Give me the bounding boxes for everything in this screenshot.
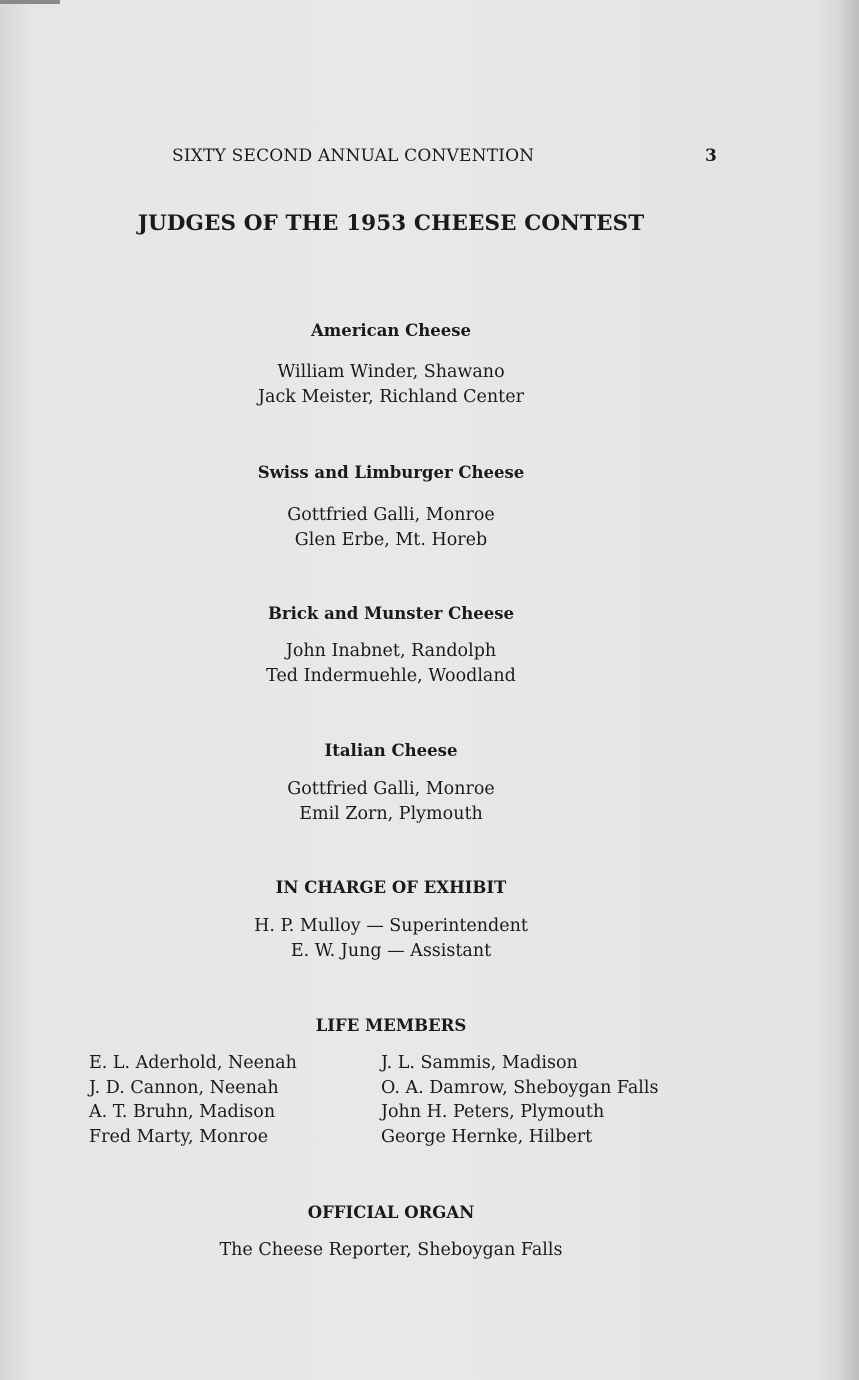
running-head-title: SIXTY SECOND ANNUAL CONVENTION <box>172 146 535 166</box>
life-member: J. D. Cannon, Neenah <box>89 1077 279 1098</box>
life-member: John H. Peters, Plymouth <box>381 1102 605 1122</box>
life-members-heading: LIFE MEMBERS <box>315 1016 467 1035</box>
page-corner-mark <box>0 0 60 4</box>
life-member: E. L. Aderhold, Neenah <box>89 1053 297 1073</box>
official-organ-section <box>0 1201 782 1263</box>
section-heading: American Cheese <box>310 321 472 340</box>
judges-section-brick-munster <box>0 602 782 688</box>
life-member: Fred Marty, Monroe <box>89 1126 269 1147</box>
exhibit-line: E. W. Jung — Assistant <box>290 940 492 961</box>
judge-name: Gottfried Galli, Monroe <box>287 779 495 799</box>
section-heading: Italian Cheese <box>324 741 458 760</box>
judges-list <box>0 777 782 826</box>
life-members-left-column <box>89 1051 369 1149</box>
section-heading: Brick and Munster Cheese <box>267 604 515 623</box>
life-members-right-column <box>381 1051 729 1149</box>
judges-list <box>0 503 782 552</box>
judges-section-italian <box>0 739 782 826</box>
judge-name: Ted Indermuehle, Woodland <box>266 665 516 686</box>
judges-list <box>0 360 782 409</box>
judge-name: William Winder, Shawano <box>277 362 505 382</box>
official-organ-heading: OFFICIAL ORGAN <box>307 1203 475 1222</box>
judges-section-american <box>0 319 782 409</box>
exhibit-heading: IN CHARGE OF EXHIBIT <box>275 878 507 897</box>
life-member: A. T. Bruhn, Madison <box>89 1102 276 1122</box>
exhibit-section <box>0 876 782 963</box>
judge-name: Emil Zorn, Plymouth <box>299 803 483 824</box>
life-member: J. L. Sammis, Madison <box>381 1053 578 1073</box>
judges-list <box>0 639 782 688</box>
page-binding-edge <box>837 0 859 1380</box>
life-member: O. A. Damrow, Sheboygan Falls <box>381 1077 659 1098</box>
judge-name: Jack Meister, Richland Center <box>258 386 524 407</box>
exhibit-line: H. P. Mulloy — Superintendent <box>254 916 528 936</box>
judges-section-swiss-limburger <box>0 461 782 552</box>
page-number: 3 <box>704 146 717 166</box>
judge-name: Glen Erbe, Mt. Horeb <box>294 529 488 550</box>
section-heading: Swiss and Limburger Cheese <box>257 463 525 482</box>
page-title: JUDGES OF THE 1953 CHEESE CONTEST <box>137 211 645 236</box>
official-organ-text: The Cheese Reporter, Sheboygan Falls <box>219 1240 563 1260</box>
life-members-heading-wrap <box>0 1014 782 1038</box>
exhibit-list <box>0 914 782 963</box>
life-member: George Hernke, Hilbert <box>381 1126 593 1147</box>
judge-name: John Inabnet, Randolph <box>285 641 497 661</box>
judge-name: Gottfried Galli, Monroe <box>287 505 495 525</box>
